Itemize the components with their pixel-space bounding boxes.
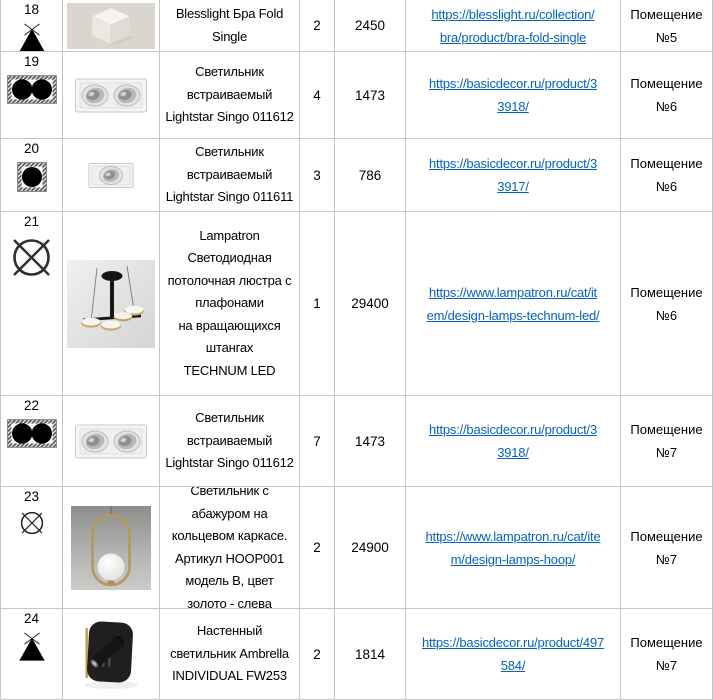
product-link[interactable] — [427, 281, 600, 327]
symbol-holder — [9, 235, 54, 280]
room-label: Помещение №6 — [621, 212, 713, 396]
number-symbol-cell — [1, 139, 63, 212]
price-value: 24900 — [335, 487, 406, 609]
room-label: Помещение №6 — [621, 139, 713, 212]
single-recessed-symbol-icon — [17, 162, 47, 192]
row-number: 23 — [23, 489, 40, 504]
row-number: 18 — [23, 2, 40, 17]
description-line: золото - слева — [187, 595, 272, 609]
product-image-cell — [63, 52, 160, 139]
description-line: Lightstar Singo 011612 — [165, 455, 294, 471]
ceiling-chandelier-symbol-icon — [9, 235, 54, 280]
symbol-holder — [7, 75, 57, 104]
description-line: Lightstar Singo 011612 — [165, 109, 294, 125]
product-link[interactable] — [429, 418, 597, 464]
wall-lamp-triangle-icon — [16, 23, 48, 52]
product-link[interactable] — [429, 152, 597, 198]
description-line: штангах — [205, 340, 254, 356]
description-line: Настенный — [196, 623, 263, 639]
description-line: потолочная люстра с — [167, 272, 292, 288]
table-row — [1, 52, 713, 139]
description-line: модель B, цвет — [185, 573, 274, 588]
description-line: встраиваемый — [186, 166, 273, 182]
link-line: https://blesslight.ru/collection/ — [431, 6, 595, 22]
link-cell — [406, 0, 621, 52]
description-line: встраиваемый — [186, 432, 273, 448]
product-description — [160, 52, 300, 139]
number-symbol-cell — [1, 609, 63, 700]
table-row — [1, 0, 713, 52]
price-value: 29400 — [335, 212, 406, 396]
description-line: Светильник — [195, 144, 264, 160]
symbol-holder — [7, 419, 57, 448]
price-value: 1473 — [335, 52, 406, 139]
product-image-cell — [63, 609, 160, 700]
pendant-symbol-icon — [19, 510, 45, 536]
link-cell — [406, 52, 621, 139]
room-label: Помещение №6 — [621, 52, 713, 139]
link-cell — [406, 487, 621, 609]
quantity-value: 4 — [300, 52, 335, 139]
symbol-holder — [17, 162, 47, 192]
table-row — [1, 609, 713, 700]
product-link[interactable] — [431, 3, 594, 49]
table-row — [1, 139, 713, 212]
product-image-cell — [63, 139, 160, 212]
description-line: Светодиодная — [187, 250, 272, 266]
product-description — [160, 139, 300, 212]
number-symbol-cell — [1, 52, 63, 139]
room-label: Помещение №7 — [621, 609, 713, 700]
row-number: 24 — [23, 611, 40, 626]
link-line: https://www.lampatron.ru/cat/ite — [425, 528, 601, 544]
quantity-value: 2 — [300, 609, 335, 700]
row-number: 21 — [23, 214, 40, 229]
symbol-holder — [16, 23, 48, 52]
description-line: Светильник с — [190, 487, 269, 498]
product-image-cell — [63, 212, 160, 396]
link-line: 584/ — [500, 658, 526, 673]
chandelier-photo — [67, 260, 155, 348]
product-link[interactable] — [426, 525, 601, 571]
double-recessed-symbol-icon — [7, 75, 57, 104]
hoop-pendant-photo — [71, 506, 151, 590]
quantity-value: 3 — [300, 139, 335, 212]
double-spot-photo — [74, 420, 148, 462]
link-line: 3918/ — [497, 99, 529, 114]
price-value: 786 — [335, 139, 406, 212]
row-number: 19 — [23, 54, 40, 69]
number-symbol-cell — [1, 0, 63, 52]
description-line: Светильник — [195, 410, 264, 426]
number-symbol-cell — [1, 212, 63, 396]
product-description — [160, 0, 300, 52]
description-line: Светильник — [195, 64, 264, 80]
row-number: 22 — [23, 398, 40, 413]
row-number: 20 — [23, 141, 40, 156]
number-symbol-cell — [1, 396, 63, 487]
description-line: INDIVIDUAL FW253 — [172, 668, 287, 684]
description-line: Lightstar Singo 011611 — [165, 189, 294, 205]
link-line: https://basicdecor.ru/product/497 — [421, 635, 604, 650]
description-line: кольцевом каркасе. — [171, 528, 288, 543]
description-line: Blesslight Бра Fold — [175, 6, 284, 21]
quantity-value: 2 — [300, 487, 335, 609]
double-spot-photo — [74, 74, 148, 116]
symbol-holder — [19, 510, 45, 536]
link-line: m/design-lamps-hoop/ — [450, 551, 576, 567]
product-description — [160, 212, 300, 396]
room-label: Помещение №5 — [621, 0, 713, 52]
table-row — [1, 487, 713, 609]
description-line: TECHNUM LED — [183, 362, 276, 378]
link-line: https://basicdecor.ru/product/3 — [429, 156, 597, 171]
number-symbol-cell — [1, 487, 63, 609]
description-line: Lampatron — [199, 227, 260, 243]
link-line: bra/product/bra-fold-single — [439, 29, 587, 45]
link-line: https://www.lampatron.ru/cat/it — [429, 284, 597, 300]
description-line: Артикул HOOP001 — [174, 550, 285, 566]
product-link[interactable] — [429, 72, 597, 118]
link-line: 3918/ — [497, 445, 529, 460]
link-line: https://basicdecor.ru/product/3 — [429, 422, 597, 437]
product-image-cell — [63, 396, 160, 487]
symbol-holder — [16, 632, 48, 662]
link-cell — [406, 139, 621, 212]
product-link[interactable] — [422, 631, 604, 677]
quantity-value: 7 — [300, 396, 335, 487]
table-row — [1, 396, 713, 487]
cube-bra-photo — [67, 3, 155, 49]
quantity-value: 2 — [300, 0, 335, 52]
product-description — [160, 396, 300, 487]
link-cell — [406, 212, 621, 396]
description-line: светильник Ambrella — [170, 645, 289, 661]
link-cell — [406, 609, 621, 700]
table-row — [1, 212, 713, 396]
wall-lamp-triangle-icon — [16, 632, 48, 662]
product-description — [160, 609, 300, 700]
room-label: Помещение №7 — [621, 487, 713, 609]
description-line: на вращающихся — [178, 317, 281, 333]
link-line: https://basicdecor.ru/product/3 — [429, 76, 597, 91]
link-cell — [406, 396, 621, 487]
price-value: 2450 — [335, 0, 406, 52]
double-recessed-symbol-icon — [7, 419, 57, 448]
room-label: Помещение №7 — [621, 396, 713, 487]
link-line: em/design-lamps-technum-led/ — [426, 307, 600, 323]
product-image-cell — [63, 487, 160, 609]
link-line: 3917/ — [497, 179, 529, 194]
description-line: встраиваемый — [186, 86, 273, 102]
description-line: плафонами — [195, 295, 264, 311]
product-description — [160, 487, 300, 609]
wall-lamp-photo — [69, 616, 153, 692]
price-value: 1814 — [335, 609, 406, 700]
quantity-value: 1 — [300, 212, 335, 396]
product-image-cell — [63, 0, 160, 52]
description-line: абажуром на — [191, 505, 268, 521]
price-value: 1473 — [335, 396, 406, 487]
description-line: Single — [212, 28, 247, 44]
single-spot-photo — [88, 162, 134, 189]
